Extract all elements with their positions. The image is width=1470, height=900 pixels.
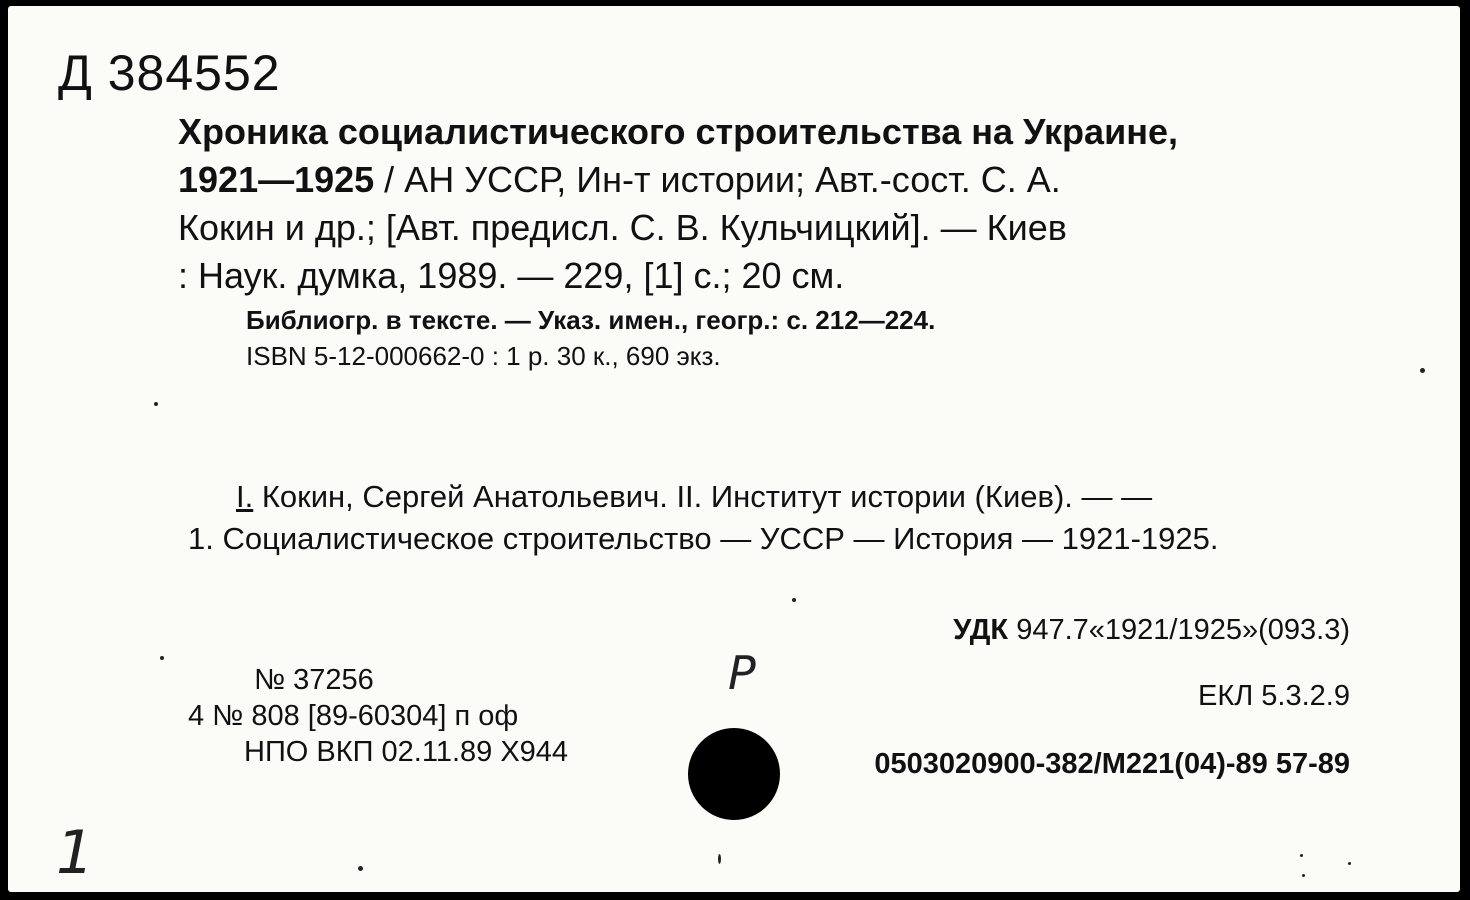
title-text: Хроника социалистического строительства на Украине,: [178, 111, 1178, 152]
title-years: 1921—1925: [178, 159, 375, 200]
handwritten-number: 1: [56, 818, 95, 888]
printer-info: НПО ВКП 02.11.89 Х944: [244, 736, 569, 768]
speck: [154, 402, 158, 406]
card-info: [188, 662, 568, 770]
ekl-code: ЕКЛ 5.3.2.9: [1197, 680, 1350, 712]
title-line-2: [178, 156, 1358, 204]
catalog-card: [8, 6, 1460, 892]
speck: [1348, 862, 1351, 865]
order-number: 4 № 808 [89-60304] п оф: [188, 700, 519, 732]
speck: [160, 656, 164, 660]
notes: [246, 302, 935, 374]
udc-code: [953, 614, 1350, 647]
imprint-code: 0503020900-382/М221(04)-89 57-89: [874, 748, 1350, 780]
handwritten-letter: Р: [728, 646, 756, 700]
speck: [1420, 368, 1425, 373]
tracings: [188, 476, 1218, 560]
bibliography-note: Библиогр. в тексте. — Указ. имен., геогр.: с. 212—224.: [246, 305, 936, 335]
speck: [718, 854, 721, 864]
main-entry: [178, 108, 1358, 300]
punch-hole: [688, 728, 780, 820]
responsibility-line: Кокин и др.; [Авт. предисл. С. В. Кульчицкий]. — Киев: [178, 207, 1067, 248]
udc-value: 947.7«1921/1925»(093.3): [1016, 614, 1350, 646]
responsibility-text: / АН УССР, Ин-т истории; Авт.-сост. С. А.: [374, 159, 1061, 200]
speck: [1302, 874, 1305, 877]
tracing-text: Кокин, Сергей Анатольевич. II. Институт истории (Киев). — —: [253, 479, 1153, 514]
publication-line: : Наук. думка, 1989. — 229, [1] с.; 20 см.: [178, 255, 845, 296]
card-number: № 37256: [254, 664, 374, 696]
tracing-mark: I.: [236, 479, 254, 514]
speck: [1300, 854, 1303, 857]
shelf-mark: Д 384552: [58, 45, 281, 101]
title-line: [178, 108, 1358, 156]
tracing-line-2: 1. Социалистическое строительство — УССР — История — 1921-1925.: [188, 521, 1219, 556]
isbn-line: ISBN 5-12-000662-0 : 1 р. 30 к., 690 экз.: [246, 341, 721, 371]
speck: [792, 598, 796, 602]
speck: [358, 866, 363, 871]
tracing-line-1: [188, 476, 1218, 518]
udc-label: УДК: [953, 614, 1009, 646]
